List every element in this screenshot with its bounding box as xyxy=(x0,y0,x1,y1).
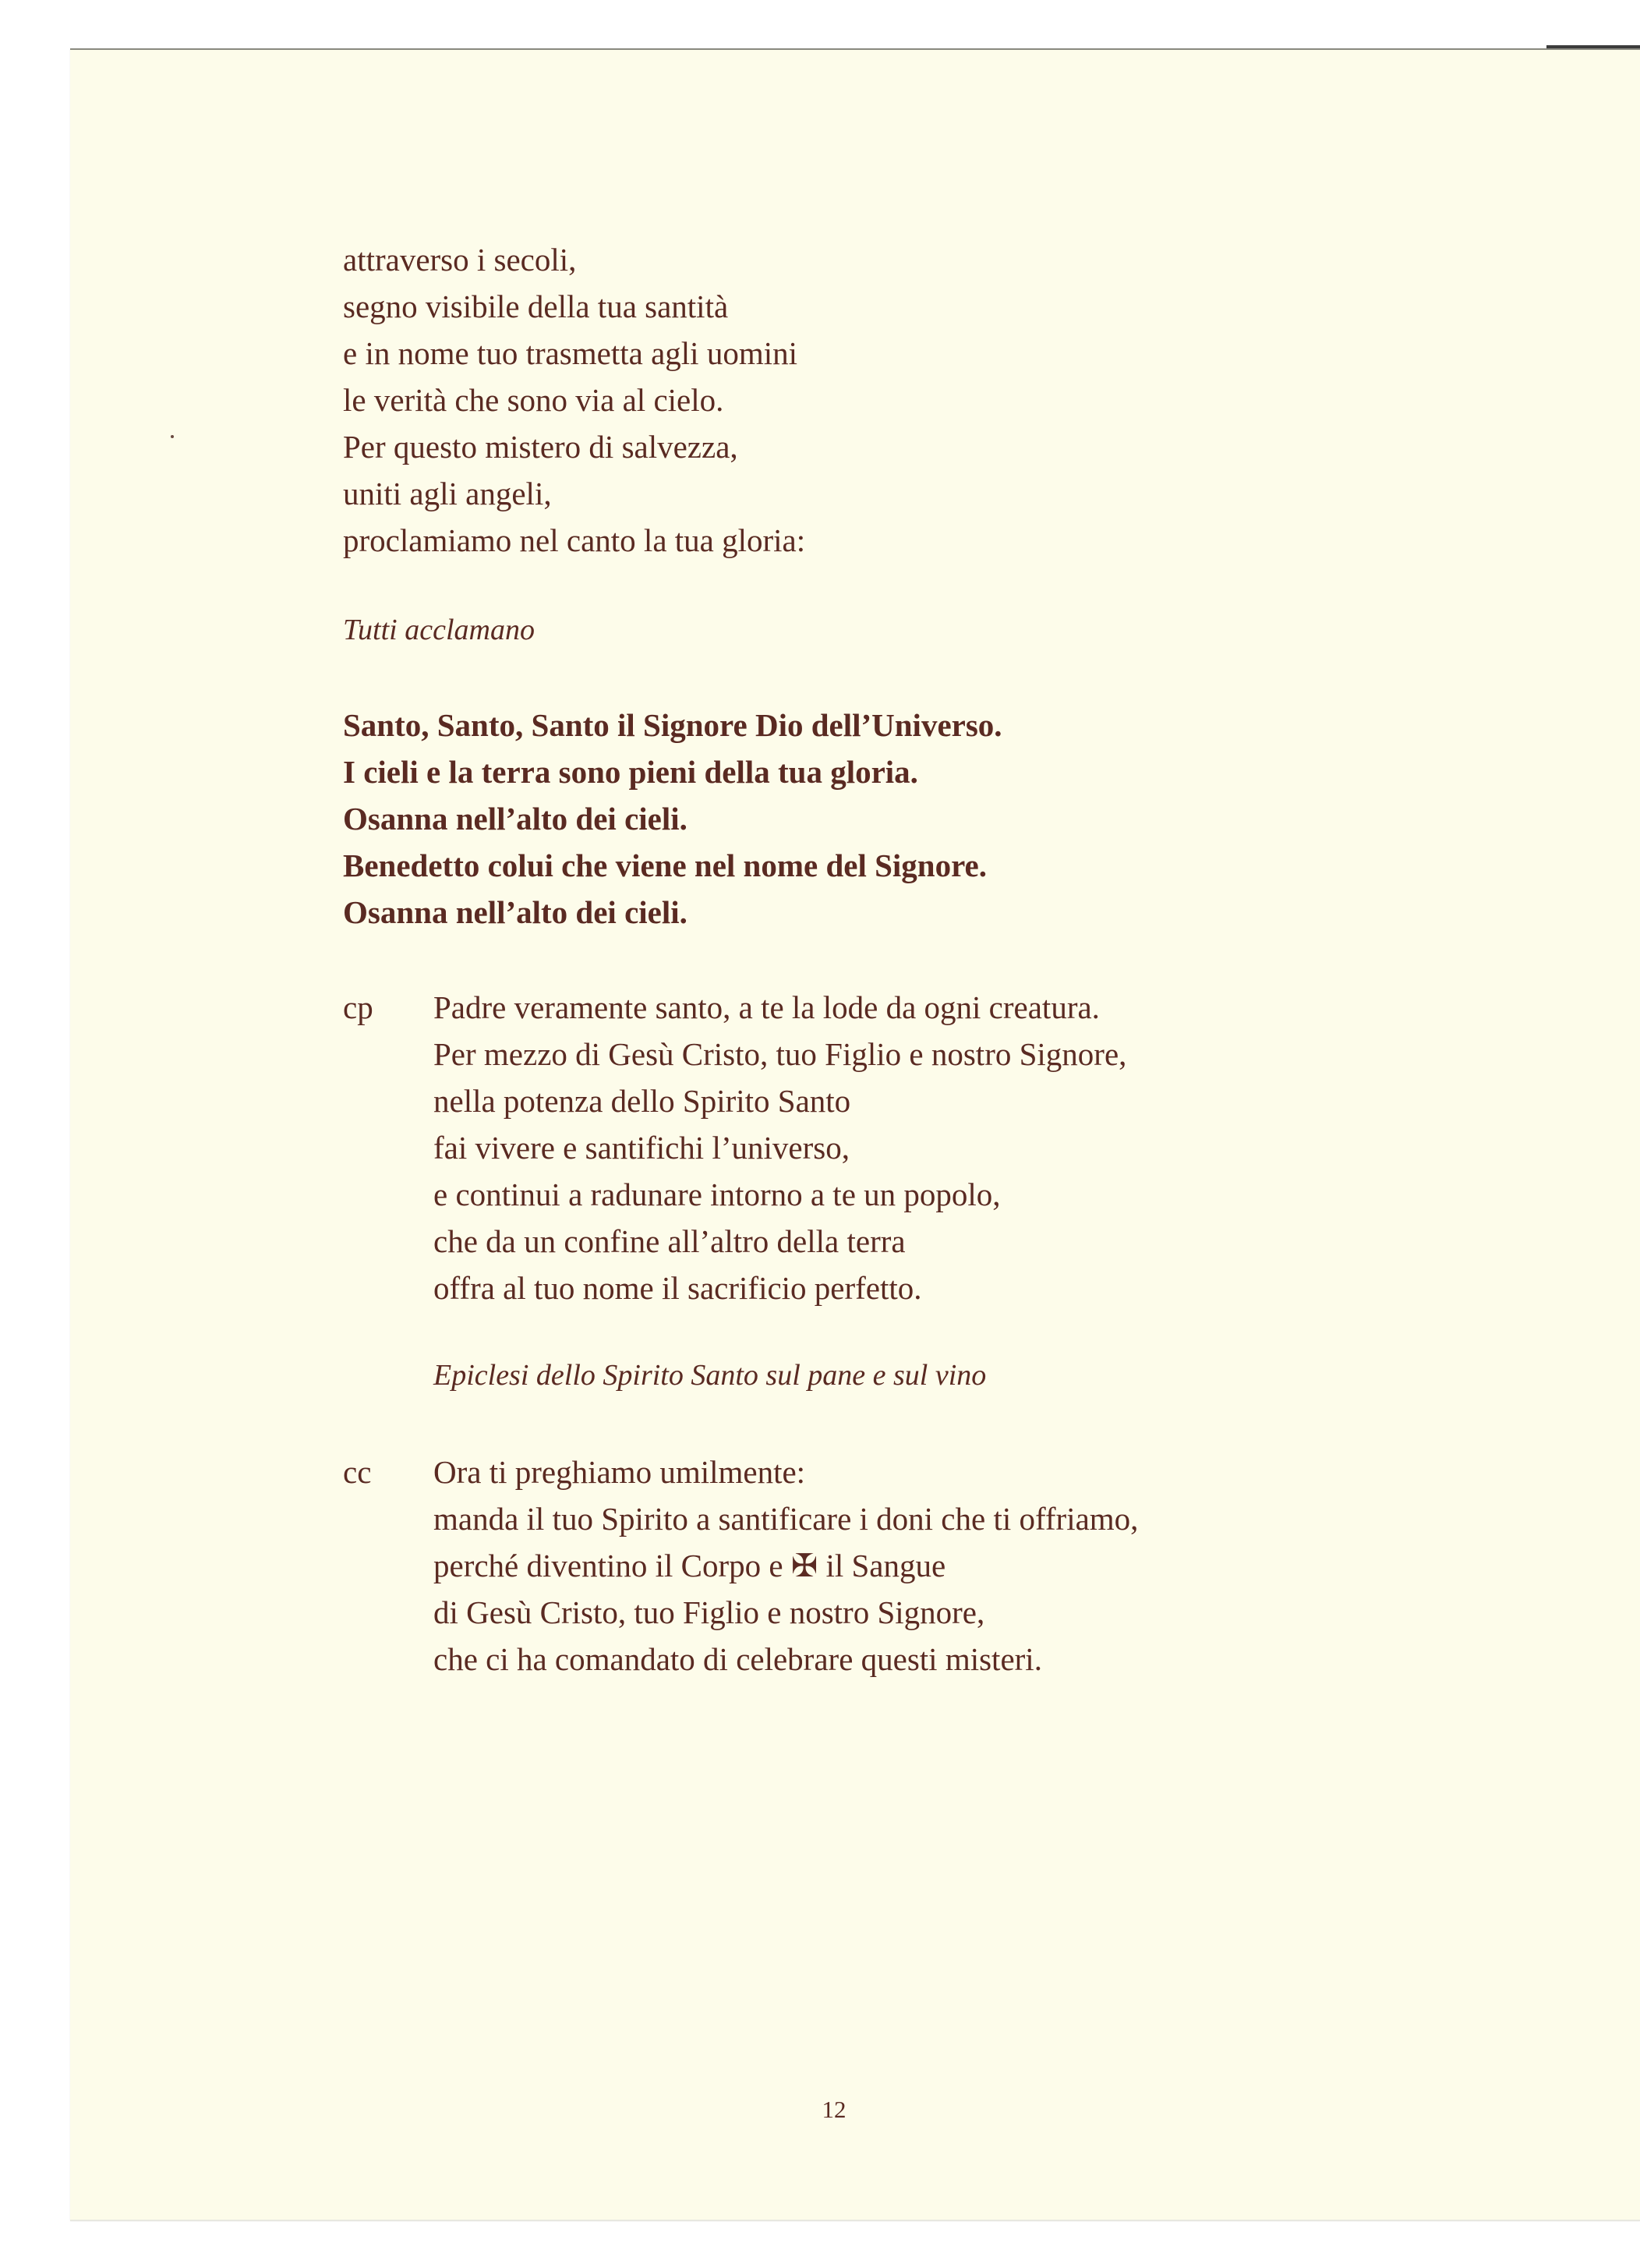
text-line: segno visibile della tua santità xyxy=(343,288,729,324)
rubric-epiclesis: Epiclesi dello Spirito Santo sul pane e sul vino xyxy=(433,1359,987,1392)
page-bottom-edge xyxy=(70,2220,1640,2221)
text-line: attraverso i secoli, xyxy=(343,242,577,278)
sanctus-line: Santo, Santo, Santo il Signore Dio dell’Universo. xyxy=(343,707,1002,743)
text-line: Per questo mistero di salvezza, xyxy=(343,429,738,465)
speaker-label-cc: cc xyxy=(343,1454,372,1490)
text-line: nella potenza dello Spirito Santo xyxy=(433,1083,851,1119)
text-line: Per mezzo di Gesù Cristo, tuo Figlio e nostro Signore, xyxy=(433,1036,1127,1072)
page-number: 12 xyxy=(822,2096,847,2123)
rubric-acclamation: Tutti acclamano xyxy=(343,614,535,646)
preface-ending xyxy=(343,236,805,564)
text-line: uniti agli angeli, xyxy=(343,476,552,511)
text-line: le verità che sono via al cielo. xyxy=(343,382,724,418)
epiclesis xyxy=(433,1449,1138,1682)
text-line: fai vivere e santifichi l’universo, xyxy=(433,1130,850,1166)
sanctus-line: I cieli e la terra sono pieni della tua gloria. xyxy=(343,754,918,790)
text-line: manda il tuo Spirito a santificare i doni che ti offriamo, xyxy=(433,1501,1139,1537)
text-line: proclamiamo nel canto la tua gloria: xyxy=(343,522,806,558)
text-line: offra al tuo nome il sacrificio perfetto. xyxy=(433,1270,922,1306)
text-line: che da un confine all’altro della terra xyxy=(433,1223,906,1259)
text-line: e continui a radunare intorno a te un popolo, xyxy=(433,1176,1001,1212)
sanctus xyxy=(343,702,1002,936)
post-sanctus xyxy=(433,984,1126,1311)
speaker-label-cp: cp xyxy=(343,989,373,1025)
sanctus-line: Osanna nell’alto dei cieli. xyxy=(343,894,687,930)
text-line: Padre veramente santo, a te la lode da ogni creatura. xyxy=(433,989,1100,1025)
text-line: che ci ha comandato di celebrare questi misteri. xyxy=(433,1641,1042,1677)
text-line: perché diventino il Corpo e ✠ il Sangue xyxy=(433,1548,946,1583)
text-line: Ora ti preghiamo umilmente: xyxy=(433,1454,806,1490)
ink-speck xyxy=(171,435,174,438)
text-line: e in nome tuo trasmetta agli uomini xyxy=(343,335,797,371)
text-line: di Gesù Cristo, tuo Figlio e nostro Signore, xyxy=(433,1594,985,1630)
sanctus-line: Benedetto colui che viene nel nome del Signore. xyxy=(343,847,988,883)
sanctus-line: Osanna nell’alto dei cieli. xyxy=(343,801,687,837)
